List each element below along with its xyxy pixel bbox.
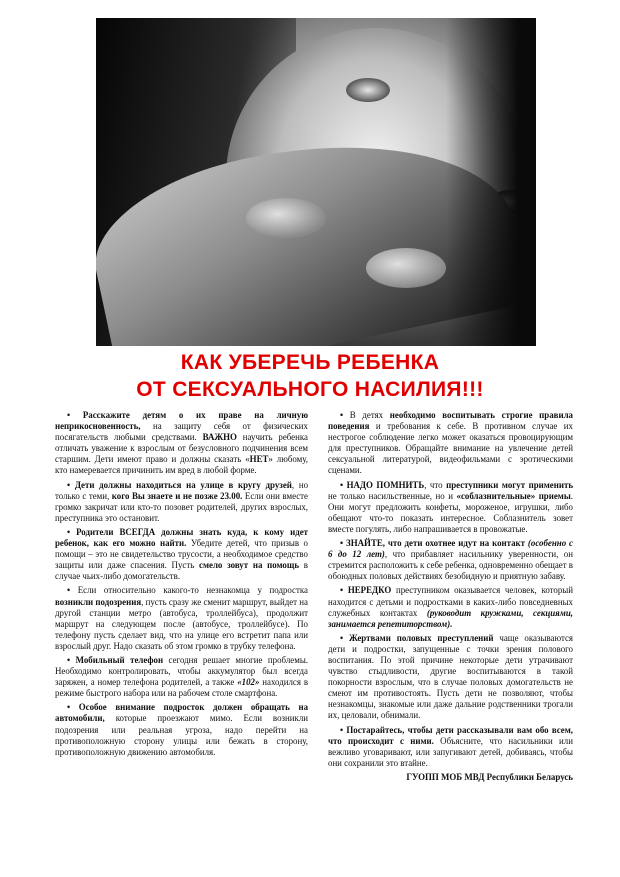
photo-hand-over-mouth <box>96 18 536 346</box>
photo-shadow <box>446 18 536 346</box>
emphasis-text: «соблазнительные» приемы <box>456 490 571 501</box>
emphasis-text: (особенно с 6 до 12 лет) <box>328 538 573 560</box>
emphasis-text: ВАЖНО <box>202 432 237 443</box>
body-text: преступником оказывается человек, который находится с детьми и подростками в каких-либо повседневных служебных контактах <box>328 585 574 618</box>
paragraph-cars <box>55 702 308 757</box>
emphasis-text: преступники могут применить <box>446 479 574 490</box>
paragraph-talk <box>328 725 573 769</box>
bullet-icon: • <box>67 479 71 490</box>
emphasis-text: кого Вы знаете и не позже 23.00. <box>111 490 243 501</box>
paragraph-stranger <box>55 585 308 652</box>
body-text: » любому, кто намеревается причинить им вред в любой форме. <box>55 454 308 476</box>
paragraph-street <box>55 480 308 524</box>
paragraph-often <box>328 585 573 629</box>
emphasis-text: Расскажите детям о их праве на личную неприкосновенность, <box>55 410 309 432</box>
bullet-icon: • <box>340 632 344 643</box>
page-title-line-1: КАК УБЕРЕЧЬ РЕБЕНКА <box>180 351 440 374</box>
emphasis-text: Дети должны находиться на улице в кругу друзей <box>74 479 292 490</box>
body-text: , что <box>424 479 447 490</box>
bullet-icon: • <box>67 585 71 596</box>
emphasis-text: смело зовут на помощь <box>199 560 300 571</box>
emphasis-text: Особое внимание подросток должен обращать на автомобили, <box>55 702 309 724</box>
paragraph-phone <box>55 655 308 699</box>
signature: ГУОПП МОБ МВД Республики Беларусь <box>406 771 573 782</box>
paragraph-remember <box>328 480 573 535</box>
body-text: научить ребенка отличать уважение к взрослым от безусловного подчинения всем старшим. Дети имеют право и должны сказать « <box>55 432 308 465</box>
body-text: , что прибавляет насильнику уверенности, он стремится расположить к себе ребенка, одновременно обещает в обоюдных половых действиях безобидную и приятную забаву. <box>328 549 573 582</box>
emphasis-text: НАДО ПОМНИТЬ <box>346 479 425 490</box>
bullet-icon: • <box>340 479 344 490</box>
body-text: Если относительно какого-то незнакомца у подростка <box>77 585 308 596</box>
emphasis-text: возникли подозрения <box>55 596 142 607</box>
body-text: Объясните, что насильники или вежливо уговаривают, или запугивают детей, добиваясь, чтобы они сохранили это втайне. <box>328 735 573 768</box>
body-text: . Они могут предложить конфеты, мороженое, игрушки, либо обещают что-то показать интересное. Соблазнитель зовет вместе погулять, либо напрашивается в провожатые. <box>328 490 573 534</box>
paragraph-parents <box>55 527 308 582</box>
bullet-icon: • <box>340 585 344 596</box>
paragraph-victims <box>328 633 573 722</box>
emphasis-text: НЕРЕДКО <box>347 585 392 596</box>
emphasis-text: Жертвами половых преступлений <box>349 632 494 643</box>
body-text: Если они вместе громко закричат или кто-то позовет родителей, других взрослых, преступника это остановит. <box>55 490 308 523</box>
body-text: которые проезжают мимо. Если возникли подозрения или реальная угроза, надо перейти на противоположную сторону улицы или бежать в сторону, противоположную движению автомобиля. <box>55 713 308 757</box>
bullet-icon: • <box>67 654 71 665</box>
photo-knuckle <box>366 248 446 288</box>
body-text: сегодня решает многие проблемы. Необходимо контролировать, чтобы аккумулятор был всегда заряжен, а номер телефона родителей, а также <box>55 654 309 688</box>
body-text: В детях <box>349 410 390 420</box>
body-text: на защиту себя от физических посягательств любыми средствами. <box>55 421 308 443</box>
left-column <box>55 410 308 761</box>
body-text: не только насильственные, но и <box>328 490 457 501</box>
body-text: , пусть сразу же сменит маршрут, выйдет на другой станции метро (автобуса, троллейбуса), продолжит маршрут на следующем после (автобусе, троллейбусе). По телефону пусть сделает вид, что на улице его встретит папа или взрослый друг. Надо сказать об этом громко в трубку телефона. <box>55 596 308 651</box>
body-text: Убедите детей, что призыв о помощи – это не свидетельство трусости, а необходимое средство защиты или даже спасения. Пусть <box>55 538 308 571</box>
body-text: в случае чьих-либо домогательств. <box>55 560 308 582</box>
emphasis-text: НЕТ <box>249 454 269 465</box>
emphasis-text: Родители ВСЕГДА должны знать куда, к кому идет ребенок, как его можно найти. <box>55 526 308 549</box>
paragraph-know <box>328 538 573 582</box>
emphasis-text: (руководит кружками, секциями, занимается репетиторством). <box>328 607 573 629</box>
bullet-icon: • <box>340 538 344 549</box>
paragraph-rights <box>55 410 308 477</box>
page-title-line-2: ОТ СЕКСУАЛЬНОГО НАСИЛИЯ!!! <box>136 378 484 401</box>
photo-knuckle <box>246 198 326 238</box>
body-text: чаще оказываются дети и подростки, запущенные с точки зрения полового воспитания. По этой причине некоторые дети утрачивают чувство стыдливости, другие воспитываются в такой покорности взрослым, что в случае половых домогательств не смеют им противостоять. Пусть дети не позволяют, чтобы незнакомцы, знакомые или даже дальние родственники трогали их, целовали, обнимали. <box>328 632 573 721</box>
body-text: и требования к себе. В противном случае их нестрогое соблюдение легко может оказаться провоцирующим для преступников. Обращайте внимание на увлечение детей сексуальной литературой, видеофильмами с эротическими сценами. <box>328 421 573 476</box>
bullet-icon: • <box>340 724 344 735</box>
right-column <box>328 410 573 786</box>
emphasis-text: ЗНАЙТЕ, что дети охотнее идут на контакт <box>346 538 525 549</box>
bullet-icon: • <box>67 410 71 420</box>
bullet-icon: • <box>67 702 71 713</box>
body-text: , но только с теми, <box>55 479 309 501</box>
emphasis-text: «102» <box>237 677 260 688</box>
bullet-icon: • <box>67 526 71 537</box>
emphasis-text: необходимо воспитывать строгие правила поведения <box>328 410 573 432</box>
photo-eye-left <box>346 78 390 102</box>
body-text: находился в режиме быстрого набора или на рабочем столе смартфона. <box>55 677 309 699</box>
emphasis-text: Постарайтесь, чтобы дети рассказывали вам обо всем, что происходит с ними. <box>328 724 574 746</box>
paragraph-upbringing <box>328 410 573 477</box>
emphasis-text: Мобильный телефон <box>75 654 164 665</box>
bullet-icon: • <box>340 410 344 420</box>
